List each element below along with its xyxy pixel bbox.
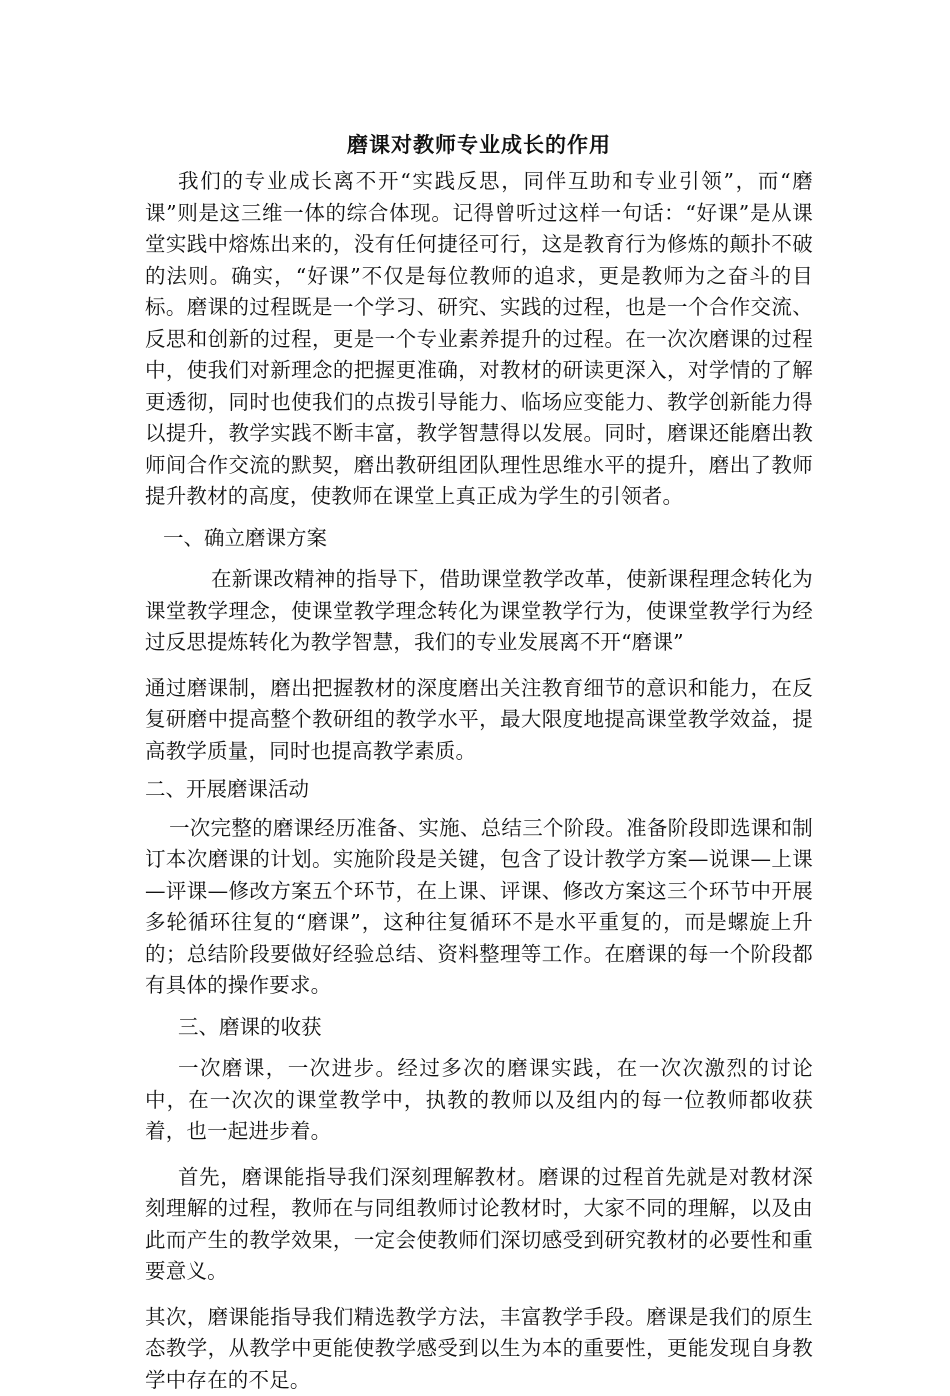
section-3-paragraph-3: 其次，磨课能指导我们精选教学方法，丰富教学手段。磨课是我们的原生态教学，从教学中更能使教学感受到以生为本的重要性，更能发现自身教学中存在的不足。 bbox=[145, 1302, 813, 1396]
section-heading-2: 二、开展磨课活动 bbox=[145, 774, 813, 806]
intro-paragraph: 我们的专业成长离不开“实践反思，同伴互助和专业引领”，而“磨课”则是这三维一体的综合体现。记得曾听过这样一句话：“好课”是从课堂实践中熔炼出来的，没有任何捷径可行，这是教育行为修炼的颠扑不破的法则。确实，“好课”不仅是每位教师的追求，更是教师为之奋斗的目标。磨课的过程既是一个学习、研究、实践的过程，也是一个合作交流、反思和创新的过程，更是一个专业素养提升的过程。在一次次磨课的过程中，使我们对新理念的把握更准确，对教材的研读更深入，对学情的了解更透彻，同时也使我们的点拨引导能力、临场应变能力、教学创新能力得以提升，教学实践不断丰富，教学智慧得以发展。同时，磨课还能磨出教师间合作交流的默契，磨出教研组团队理性思维水平的提升，磨出了教师提升教材的高度，使教师在课堂上真正成为学生的引领者。 bbox=[145, 166, 813, 513]
section-3-paragraph-2: 首先，磨课能指导我们深刻理解教材。磨课的过程首先就是对教材深刻理解的过程，教师在与同组教师讨论教材时，大家不同的理解，以及由此而产生的教学效果，一定会使教师们深切感受到研究教材的必要性和重要意义。 bbox=[145, 1162, 813, 1288]
section-heading-3: 三、磨课的收获 bbox=[145, 1012, 813, 1044]
section-1-paragraph-2: 通过磨课制，磨出把握教材的深度磨出关注教育细节的意识和能力，在反复研磨中提高整个教研组的教学水平，最大限度地提高课堂教学效益，提高教学质量，同时也提高教学素质。 bbox=[145, 673, 813, 768]
section-heading-1: 一、确立磨课方案 bbox=[145, 523, 813, 555]
document-page bbox=[145, 130, 813, 1396]
section-1-paragraph-1: 在新课改精神的指导下，借助课堂教学改革，使新课程理念转化为课堂教学理念，使课堂教学理念转化为课堂教学行为，使课堂教学行为经过反思提炼转化为教学智慧，我们的专业发展离不开“磨课” bbox=[145, 564, 813, 659]
document-title: 磨课对教师专业成长的作用 bbox=[145, 130, 813, 160]
section-3-paragraph-1: 一次磨课，一次进步。经过多次的磨课实践，在一次次激烈的讨论中，在一次次的课堂教学中，执教的教师以及组内的每一位教师都收获着，也一起进步着。 bbox=[145, 1053, 813, 1148]
section-2-paragraph: 一次完整的磨课经历准备、实施、总结三个阶段。准备阶段即选课和制订本次磨课的计划。实施阶段是关键，包含了设计教学方案—说课—上课—评课—修改方案五个环节，在上课、评课、修改方案这三个环节中开展多轮循环往复的“磨课”，这种往复循环不是水平重复的，而是螺旋上升的；总结阶段要做好经验总结、资料整理等工作。在磨课的每一个阶段都有具体的操作要求。 bbox=[145, 813, 813, 1002]
